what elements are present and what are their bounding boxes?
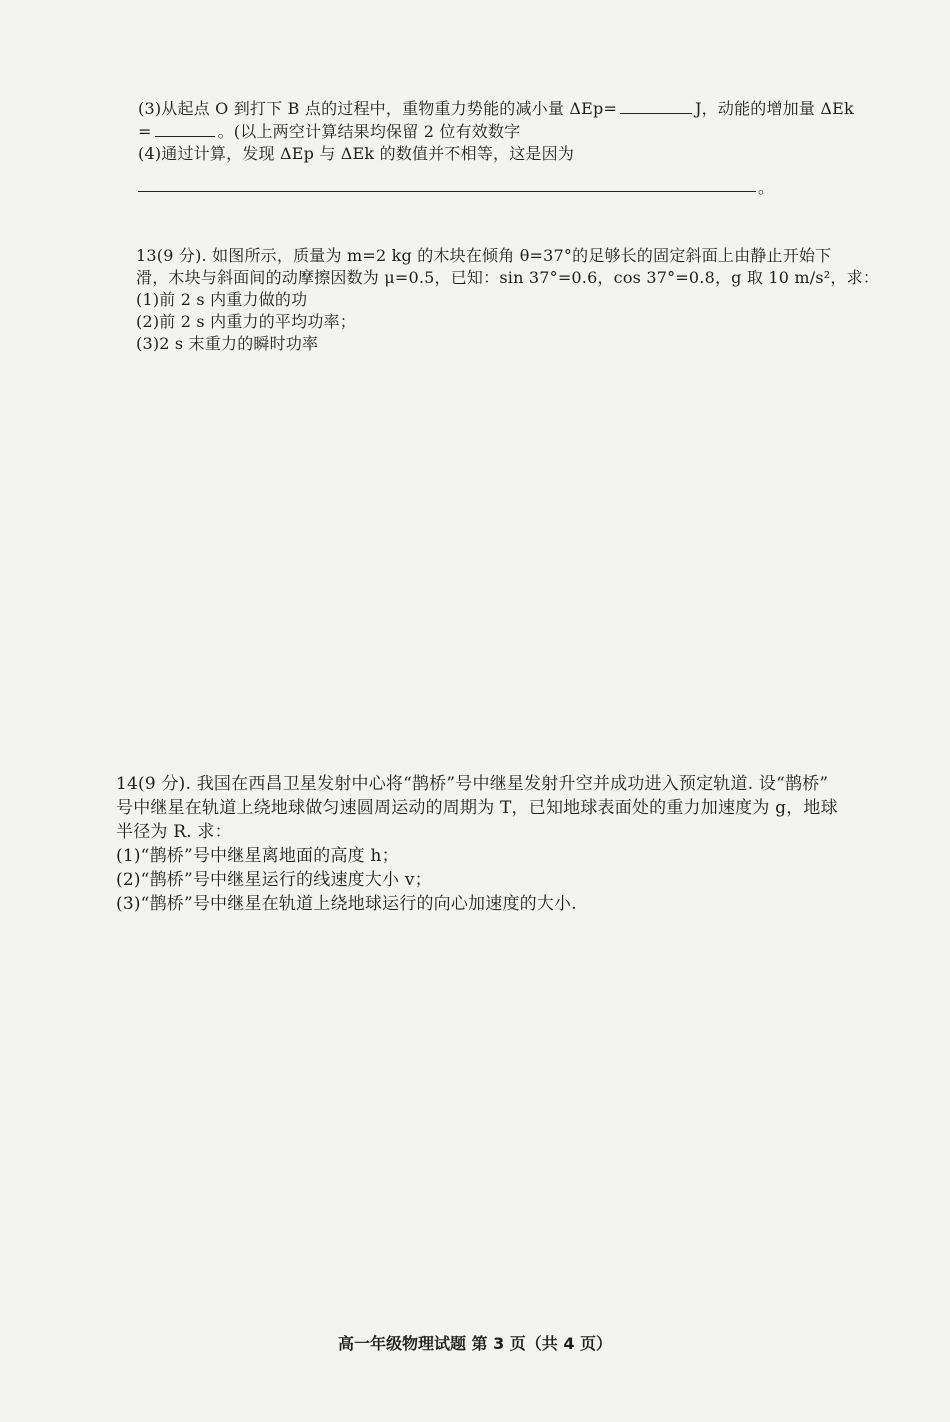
problem-14-sub-1: (1)“鹊桥”号中继星离地面的高度 h； (116, 846, 399, 866)
problem-14-sub-3: (3)“鹊桥”号中继星在轨道上绕地球运行的向心加速度的大小. (116, 894, 577, 914)
q3-text-a: (3)从起点 O 到打下 B 点的过程中，重物重力势能的减小量 ΔEp= (138, 99, 618, 118)
problem-14-line-3: 半径为 R. 求： (116, 822, 232, 842)
problem-14-line-1: 14(9 分). 我国在西昌卫星发射中心将“鹊桥”号中继星发射升空并成功进入预定轨道. 设“鹊桥” (116, 774, 829, 794)
answer-blank-delta-ek (155, 120, 215, 137)
q3-text-b: J，动能的增加量 ΔEk (695, 99, 854, 118)
answer-line-q4 (138, 191, 756, 192)
q3-text-d: 。(以上两空计算结果均保留 2 位有效数字 (217, 122, 521, 141)
problem-13-sub-2: (2)前 2 s 内重力的平均功率； (136, 312, 356, 331)
q3-line-2 (138, 120, 854, 143)
problem-13-sub-1: (1)前 2 s 内重力做的功 (136, 290, 308, 309)
problem-14-sub-2: (2)“鹊桥”号中继星运行的线速度大小 v； (116, 870, 432, 890)
problem-13-line-2: 滑，木块与斜面间的动摩擦因数为 μ=0.5，已知：sin 37°=0.6，cos 37°=0.8，g 取 10 m/s²，求： (136, 268, 880, 287)
problem-14-line-2: 号中继星在轨道上绕地球做匀速圆周运动的周期为 T，已知地球表面处的重力加速度为 g，地球 (116, 798, 838, 818)
answer-blank-delta-ep (620, 97, 692, 114)
problem-14 (116, 772, 838, 916)
q4-line: (4)通过计算，发现 ΔEp 与 ΔEk 的数值并不相等，这是因为 (138, 144, 575, 163)
problem-13-line-1: 13(9 分). 如图所示，质量为 m=2 kg 的木块在倾角 θ=37°的足够长的固定斜面上由静止开始下 (136, 246, 832, 265)
q3-line-1 (138, 97, 854, 120)
experiment-questions (138, 97, 854, 165)
problem-13-sub-3: (3)2 s 末重力的瞬时功率 (136, 334, 319, 353)
q3-text-c: = (138, 122, 152, 141)
q4-end-mark: 。 (758, 178, 775, 197)
page-footer: 高一年级物理试题 第 3 页（共 4 页） (337, 1334, 613, 1353)
problem-13 (136, 245, 879, 355)
